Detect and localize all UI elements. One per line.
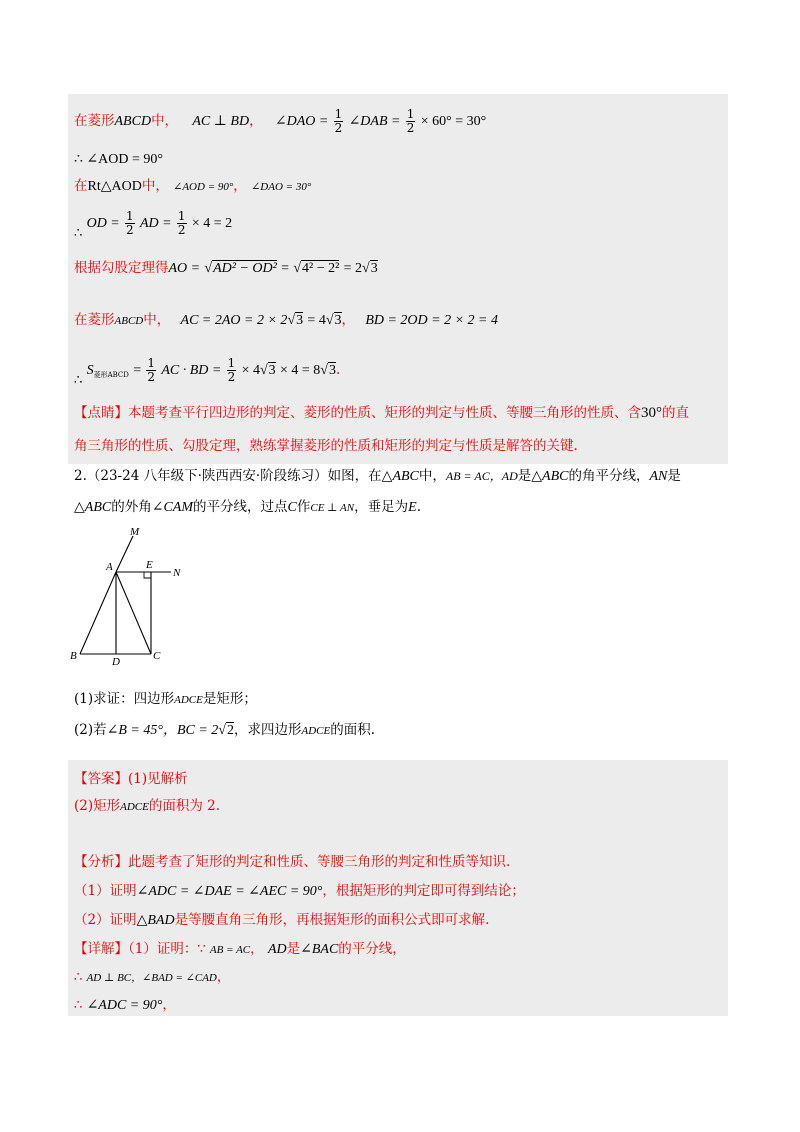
therefore: ∴: [74, 373, 83, 388]
question-2: (2)若∠B = 45°，BC = 2√2，求四边形ADCE的面积.: [74, 722, 376, 738]
math: × 4: [241, 363, 260, 378]
text: （2）证明: [74, 912, 137, 928]
solution-line-5: 根据勾股定理得AO = √AD² − OD² = √4² − 2² = 2√3: [74, 260, 378, 276]
math: ∠B = 45°，BC = 2: [106, 723, 219, 738]
solution-line-6: 在菱形ABCD中， AC = 2AO = 2 × 2√3 = 4√3， BD = 2OD = 2 × 2 = 4: [74, 312, 498, 328]
text: ，: [250, 941, 264, 957]
text: 此题考查了矩形的判定和性质、等腰三角形的判定和性质等知识.: [128, 854, 511, 870]
because: ∵: [197, 942, 206, 957]
analysis-line-1: [74, 853, 510, 871]
text: 的角平分线，: [568, 468, 650, 484]
math: ∠BAC: [300, 942, 339, 957]
text: .: [416, 499, 421, 515]
text: 中，: [143, 312, 171, 328]
math: = 4: [307, 313, 326, 328]
text: 在菱形: [74, 312, 115, 328]
text: 是: [667, 468, 681, 484]
text: ，求四边形: [233, 722, 302, 738]
text: ，: [162, 997, 176, 1013]
fraction: $\frac{1}{2}$: [147, 356, 156, 384]
math: ∠DAO =: [274, 114, 329, 129]
text: (1)见解析: [128, 771, 188, 787]
text: (2)矩形: [74, 798, 121, 814]
math: ADCE: [120, 801, 149, 813]
math: ∠DAO = 30°: [251, 181, 312, 193]
solution-line-7: ∴ $S_{菱形ABCD}$ = $\frac{1}{2}$ AC · BD = $\frac{1}{2}$ × 4√3 × 4 = 8√3.: [74, 356, 341, 388]
math: ∠AOD = 90°: [173, 181, 234, 193]
analysis-line-2: [74, 882, 525, 901]
text: 在: [74, 178, 88, 194]
math: =: [281, 261, 290, 276]
math: △ABC: [381, 469, 419, 484]
text: 中，: [151, 113, 179, 129]
math: = 2: [343, 261, 363, 276]
text: ，: [341, 312, 356, 328]
therefore: ∴: [74, 226, 83, 241]
therefore: ∴: [74, 998, 83, 1013]
math: ABCD: [114, 114, 152, 129]
text: 是: [286, 941, 301, 957]
ray-am: [116, 536, 133, 572]
answer-line-1: [74, 770, 188, 788]
right-angle-mark: [144, 572, 151, 578]
text: （1）证明: [74, 883, 137, 899]
label-n: N: [173, 567, 181, 579]
fraction: $\frac{1}{2}$: [227, 356, 236, 384]
text: .: [335, 362, 341, 378]
solution-line-4: [74, 210, 232, 243]
math: ADCE: [174, 694, 203, 706]
math: AD ⊥ BC，∠BAD = ∠CAD: [86, 972, 217, 984]
math: ∠CAM: [151, 500, 194, 515]
text: 的平分线，: [338, 941, 406, 957]
text: 角三角形的性质、勾股定理，熟练掌握菱形的性质和矩形的判定与性质是解答的关键.: [74, 438, 578, 454]
answer-line-2: [74, 797, 220, 816]
text: (2)若: [74, 722, 107, 738]
answer-tag: 【答案】: [74, 771, 128, 787]
math: BD = 2OD = 2 × 2 = 4: [365, 313, 498, 328]
sqrt: 4² − 2²: [302, 261, 340, 276]
text: 作: [296, 499, 311, 515]
question-1: [74, 690, 257, 709]
fraction: $\frac{1}{2}$: [177, 209, 186, 237]
math: △ABC: [531, 469, 569, 484]
math: × 60° = 30°: [420, 114, 487, 129]
comment-line-2: [74, 437, 578, 455]
problem2-line-2: [74, 498, 421, 517]
math: △ABC: [74, 500, 112, 515]
comment-tag: 【点睛】: [74, 405, 128, 421]
math: 30°: [641, 405, 662, 421]
text: 2.（23-24 八年级下·陕西西安·阶段练习）如图，在: [74, 468, 382, 484]
text: 的外角: [111, 499, 152, 515]
math: AN: [649, 469, 668, 484]
math: =: [133, 363, 142, 378]
fraction: $\frac{1}{2}$: [406, 107, 415, 135]
text: 的直: [662, 405, 689, 421]
detail-line-3: [74, 996, 176, 1015]
segment-ac: [116, 572, 151, 654]
math: AD: [267, 942, 287, 957]
sqrt: 3: [296, 313, 304, 328]
text: 本题考查平行四边形的判定、菱形的性质、矩形的判定与性质、等腰三角形的性质、含: [128, 405, 641, 421]
text: 的面积.: [330, 722, 376, 738]
sqrt: 3: [334, 313, 342, 328]
math: ∠ADC = 90°: [86, 998, 163, 1013]
subscript: 菱形ABCD: [93, 371, 129, 379]
comment-line-1: [74, 404, 689, 422]
text: 的平分线，过点: [193, 499, 288, 515]
text: ，根据矩形的判定即可得到结论；: [322, 883, 525, 899]
text: 中，: [141, 178, 169, 194]
text: 是矩形；: [202, 691, 257, 707]
label-a: A: [106, 561, 113, 573]
label-d: D: [112, 656, 120, 666]
solution-line-1: [74, 108, 486, 135]
math: × 4 = 2: [191, 216, 233, 231]
text: 是: [517, 468, 532, 484]
math: ADCE: [301, 725, 331, 737]
sqrt: 3: [370, 261, 378, 276]
text: 中，: [418, 468, 446, 484]
math: ∴ ∠AOD = 90°: [74, 152, 163, 167]
math: E: [408, 500, 417, 515]
geometry-figure: [68, 526, 198, 666]
fraction: $\frac{1}{2}$: [334, 107, 343, 135]
math: ∠DAB =: [348, 114, 401, 129]
math: AC ⊥ BD: [192, 114, 250, 129]
math: ∠ADC = ∠DAE = ∠AEC = 90°: [136, 884, 323, 899]
text: ，: [233, 178, 247, 194]
label-b: B: [70, 650, 77, 662]
math: AO =: [168, 261, 201, 276]
text: ，垂足为: [354, 499, 409, 515]
detail-tag: 【详解】: [74, 941, 128, 957]
therefore: ∴: [74, 970, 83, 985]
math: AC · BD =: [161, 363, 222, 378]
label-e: E: [146, 559, 153, 571]
math: AC = 2AO = 2 × 2: [180, 313, 288, 328]
solution-line-2: [74, 150, 163, 169]
text: (1)求证：四边形: [74, 691, 175, 707]
sqrt: AD² − OD²: [213, 261, 277, 276]
label-c: C: [153, 650, 161, 662]
math: AD =: [139, 216, 172, 231]
text: 是等腰直角三角形，再根据矩形的面积公式即可求解.: [174, 912, 490, 928]
math: C: [287, 500, 297, 515]
text: 的面积为 2.: [148, 798, 221, 814]
detail-line-2: [74, 968, 230, 987]
label-m: M: [130, 526, 140, 538]
text: 根据勾股定理得: [74, 260, 169, 276]
text: （1）证明：: [128, 941, 198, 957]
solution-line-3: [74, 177, 311, 196]
sqrt: 2: [226, 723, 234, 738]
sqrt: 3: [328, 363, 336, 378]
math: OD =: [86, 216, 120, 231]
math: △BAD: [136, 913, 175, 928]
math: ABCD: [114, 315, 144, 327]
sqrt: 3: [268, 363, 276, 378]
analysis-line-3: [74, 911, 489, 930]
text: ，: [249, 113, 263, 129]
problem2-line-1: [74, 467, 681, 486]
math: Rt△AOD: [87, 179, 142, 194]
math: AB = AC，AD: [445, 469, 518, 483]
math: × 4 = 8: [279, 363, 321, 378]
math: CE ⊥ AN: [310, 502, 355, 514]
fraction: $\frac{1}{2}$: [126, 209, 134, 237]
text: ，: [216, 969, 231, 985]
detail-line-1: [74, 940, 406, 959]
text: 在菱形: [74, 113, 115, 129]
math: AB = AC: [209, 944, 251, 956]
math: S: [86, 363, 94, 378]
analysis-tag: 【分析】: [74, 854, 128, 870]
segment-ab: [80, 572, 116, 654]
